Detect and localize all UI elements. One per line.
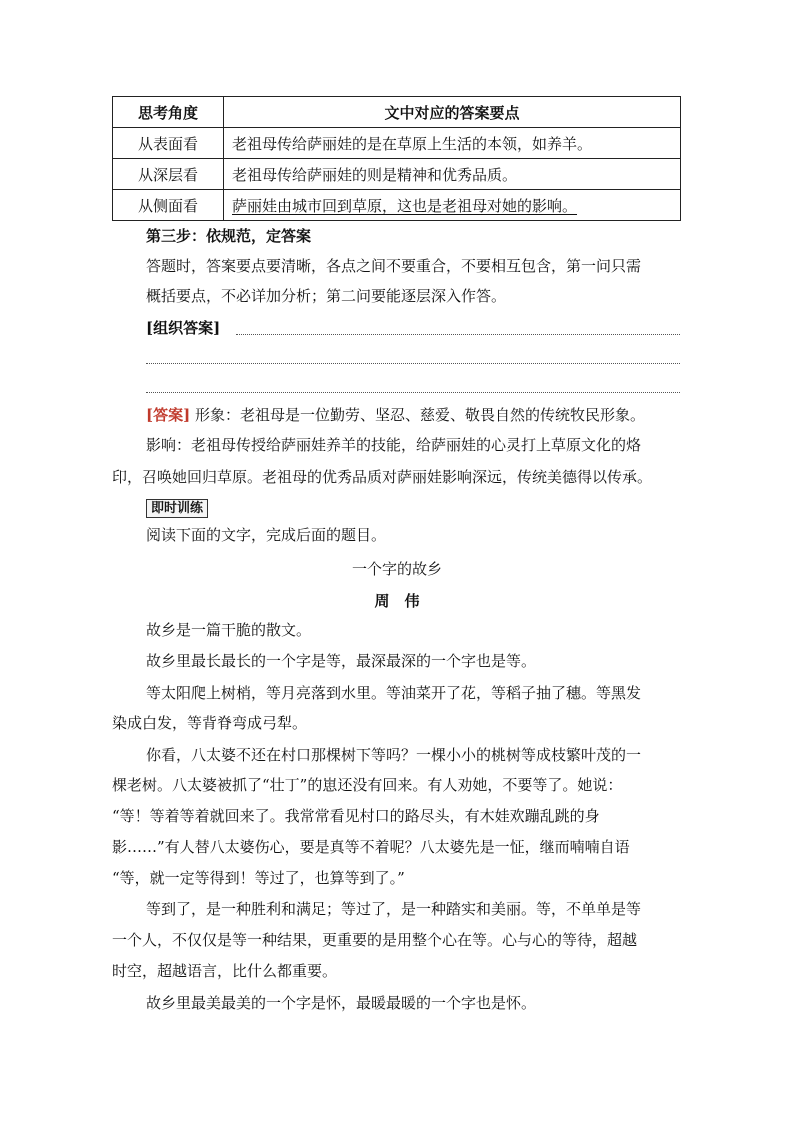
article-paragraph: 故乡里最长最长的一个字是等，最深最深的一个字也是等。: [146, 652, 537, 670]
answer-points-table: [112, 96, 681, 221]
answer-blank-line: [146, 363, 680, 364]
table-cell-point: 萨丽娃由城市回到草原，这也是老祖母对她的影响。: [224, 190, 681, 221]
answer-image-text: 形象：老祖母是一位勤劳、坚忍、慈爱、敬畏自然的传统牧民形象。: [194, 406, 645, 424]
article-title: 一个字的故乡: [351, 560, 442, 578]
answer-line1: [146, 405, 645, 425]
table-cell-angle: 从侧面看: [113, 190, 224, 221]
table-cell-point: 老祖母传给萨丽娃的则是精神和优秀品质。: [224, 159, 681, 190]
article-paragraph: 等太阳爬上树梢，等月亮落到水里。等油菜开了花，等稻子抽了穗。等黑发: [146, 684, 642, 702]
step3-text-line2: 概括要点，不必详加分析；第二问要能逐层深入作答。: [146, 287, 507, 305]
instruction-text: 阅读下面的文字，完成后面的题目。: [146, 526, 387, 544]
article-author: 周 伟: [374, 592, 420, 610]
practice-tag: 即时训练: [146, 499, 208, 518]
table-row: [113, 190, 681, 221]
table-cell-angle: 从表面看: [113, 128, 224, 159]
answer-line3: 印，召唤她回归草原。老祖母的优秀品质对萨丽娃影响深远，传统美德得以传承。: [112, 468, 653, 486]
table-header-points: 文中对应的答案要点: [224, 97, 681, 128]
answer-tag: [答案]: [146, 406, 191, 424]
table-row: [113, 159, 681, 190]
article-paragraph-cont: 时空，超越语言，比什么都重要。: [112, 962, 338, 980]
step3-title: 第三步：依规范，定答案: [146, 227, 312, 245]
article-paragraph-cont: 棵老树。八太婆被抓了“壮丁”的崽还没有回来。有人劝她，不要等了。她说：: [112, 776, 623, 794]
article-paragraph-cont: “等，就一定等得到！等过了，也算等到了。”: [112, 869, 405, 887]
answer-blank-line: [236, 334, 680, 335]
table-row: [113, 128, 681, 159]
organize-answer-label: [组织答案]: [146, 319, 221, 337]
table-cell-point: 老祖母传给萨丽娃的是在草原上生活的本领，如养羊。: [224, 128, 681, 159]
article-paragraph: 等到了，是一种胜利和满足；等过了，是一种踏实和美丽。等，不单单是等: [146, 900, 642, 918]
article-paragraph: 故乡里最美最美的一个字是怀，最暖最暖的一个字也是怀。: [146, 994, 537, 1012]
article-paragraph-cont: 一个人，不仅仅是等一种结果，更重要的是用整个心在等。心与心的等待，超越: [112, 931, 638, 949]
article-paragraph-cont: 染成白发，等背脊弯成弓犁。: [112, 714, 308, 732]
step3-text-line1: 答题时，答案要点要清晰，各点之间不要重合，不要相互包含，第一问只需: [146, 257, 642, 275]
table-header-angle: 思考角度: [113, 97, 224, 128]
article-paragraph-cont: 影……”有人替八太婆伤心，要是真等不着呢？八太婆先是一怔，继而喃喃自语: [112, 838, 630, 856]
table-header-row: [113, 97, 681, 128]
answer-blank-line: [146, 392, 680, 393]
article-paragraph: 故乡是一篇干脆的散文。: [146, 621, 312, 639]
article-paragraph: 你看，八太婆不还在村口那棵树下等吗？一棵小小的桃树等成枝繁叶茂的一: [146, 746, 642, 764]
article-paragraph-cont: “等！等着等着就回来了。我常常看见村口的路尽头，有木娃欢蹦乱跳的身: [112, 807, 600, 825]
table-cell-angle: 从深层看: [113, 159, 224, 190]
answer-line2: 影响：老祖母传授给萨丽娃养羊的技能，给萨丽娃的心灵打上草原文化的烙: [146, 436, 642, 454]
